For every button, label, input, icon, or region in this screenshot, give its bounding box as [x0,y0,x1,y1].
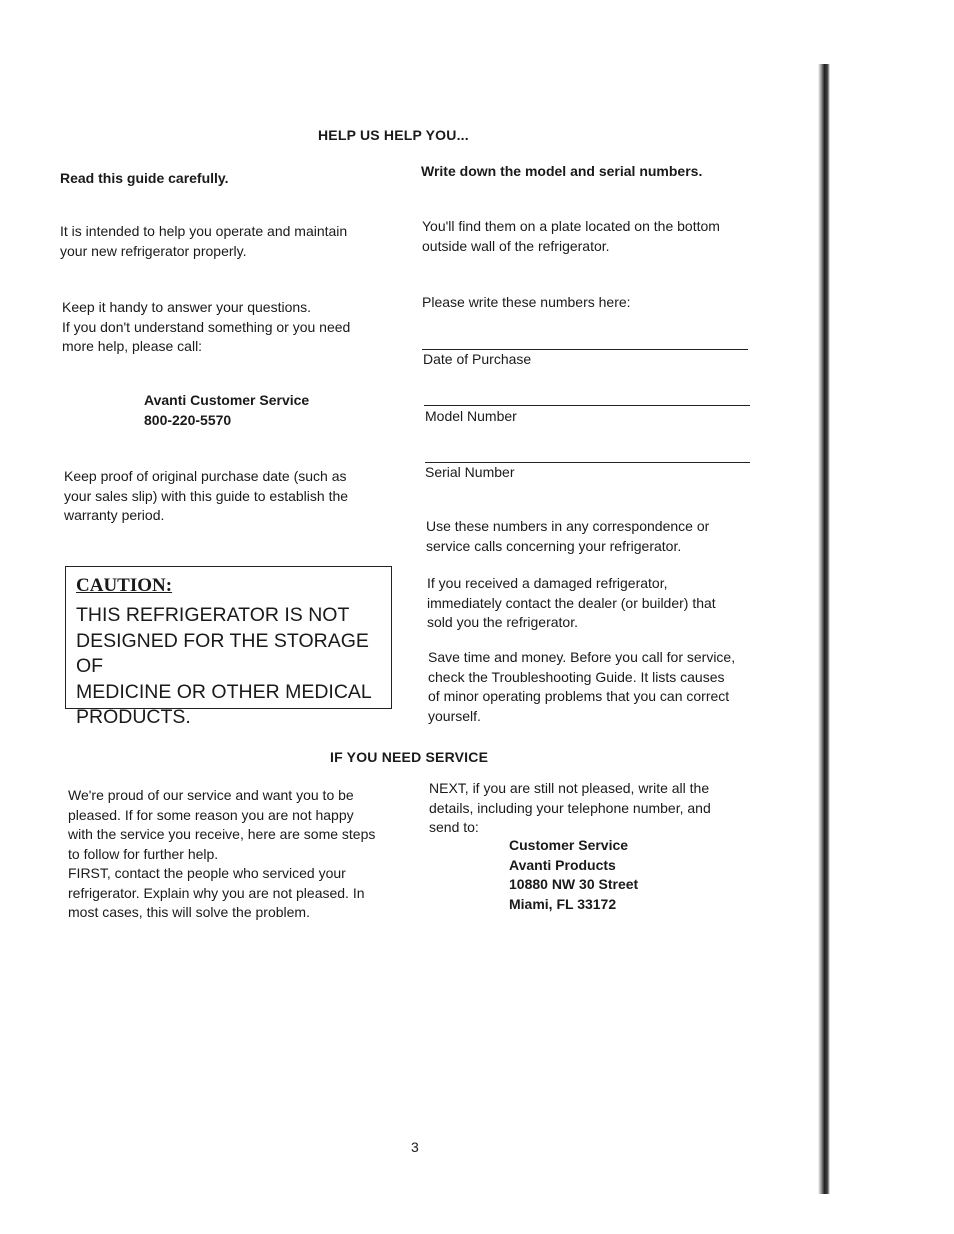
intro-line: your new refrigerator properly. [60,242,247,259]
address-line: Customer Service [509,837,629,853]
date-of-purchase-label: Date of Purchase [423,351,532,367]
serial-number-label: Serial Number [425,464,515,480]
proof-line: your sales slip) with this guide to establish the [64,487,349,504]
model-number-label: Model Number [425,408,517,424]
caution-text [76,603,386,731]
use-line: Use these numbers in any correspondence or [426,518,710,534]
model-number-line[interactable] [424,405,750,406]
find-line: You'll find them on a plate located on the bottom [422,218,720,234]
service-right-line: details, including your telephone number, and [429,799,711,816]
service-right-line: NEXT, if you are still not pleased, write all the [429,780,710,796]
caution-line: PRODUCTS. [76,706,191,728]
address-line: Avanti Products [509,856,616,873]
service-line: most cases, this will solve the problem. [68,904,310,920]
proof-paragraph [64,467,348,526]
find-line: outside wall of the refrigerator. [422,237,610,254]
mailing-address [509,836,638,914]
page-title: HELP US HELP YOU... [318,127,469,143]
service-left-paragraph [68,786,375,923]
damaged-line: sold you the refrigerator. [427,614,578,630]
keep-handy-line: Keep it handy to answer your questions. [62,299,312,315]
caution-box [65,566,392,728]
date-of-purchase-line[interactable] [422,349,748,350]
keep-handy-line: more help, please call: [62,338,203,354]
damaged-line: immediately contact the dealer (or builder) that [427,594,716,611]
page-number: 3 [411,1139,419,1155]
scan-edge-shadow [818,64,830,1194]
damaged-paragraph [427,574,716,633]
address-line: 10880 NW 30 Street [509,876,639,892]
damaged-line: If you received a damaged refrigerator, [427,575,668,591]
proof-line: warranty period. [64,507,165,523]
caution-line: DESIGNED FOR THE STORAGE OF [76,629,369,677]
service-line: FIRST, contact the people who serviced your [68,865,346,881]
find-paragraph [422,217,720,256]
save-line: check the Troubleshooting Guide. It lists causes [428,668,725,685]
service-heading: IF YOU NEED SERVICE [330,749,489,765]
save-line: yourself. [428,707,481,724]
service-line: pleased. If for some reason you are not happy [68,806,354,823]
contact-block [144,391,309,430]
service-line: to follow for further help. [68,845,219,862]
intro-line: It is intended to help you operate and maintain [60,223,348,239]
service-line: with the service you receive, here are some steps [68,826,376,842]
caution-title: CAUTION: [76,575,173,596]
keep-handy-line: If you don't understand something or you need [62,318,351,335]
proof-line: Keep proof of original purchase date (such as [64,468,347,484]
contact-name: Avanti Customer Service [144,392,310,408]
contact-phone: 800-220-5570 [144,411,232,428]
service-line: We're proud of our service and want you to be [68,787,354,803]
caution-line: MEDICINE OR OTHER MEDICAL [76,680,372,703]
use-numbers-paragraph [426,517,709,556]
write-down-heading: Write down the model and serial numbers. [421,163,703,179]
intro-paragraph [60,222,347,261]
save-time-paragraph [428,648,735,726]
serial-number-line[interactable] [425,462,750,463]
service-right-line: send to: [429,819,479,835]
save-line: of minor operating problems that you can correct [428,688,730,704]
service-line: refrigerator. Explain why you are not pleased. In [68,884,365,901]
address-line: Miami, FL 33172 [509,895,617,912]
use-line: service calls concerning your refrigerator. [426,537,682,554]
write-here-text: Please write these numbers here: [422,294,631,310]
save-line: Save time and money. Before you call for service, [428,649,736,665]
caution-line: THIS REFRIGERATOR IS NOT [76,604,350,626]
service-right-paragraph [429,779,711,838]
keep-handy-paragraph [62,298,350,357]
read-guide-heading: Read this guide carefully. [60,170,229,186]
